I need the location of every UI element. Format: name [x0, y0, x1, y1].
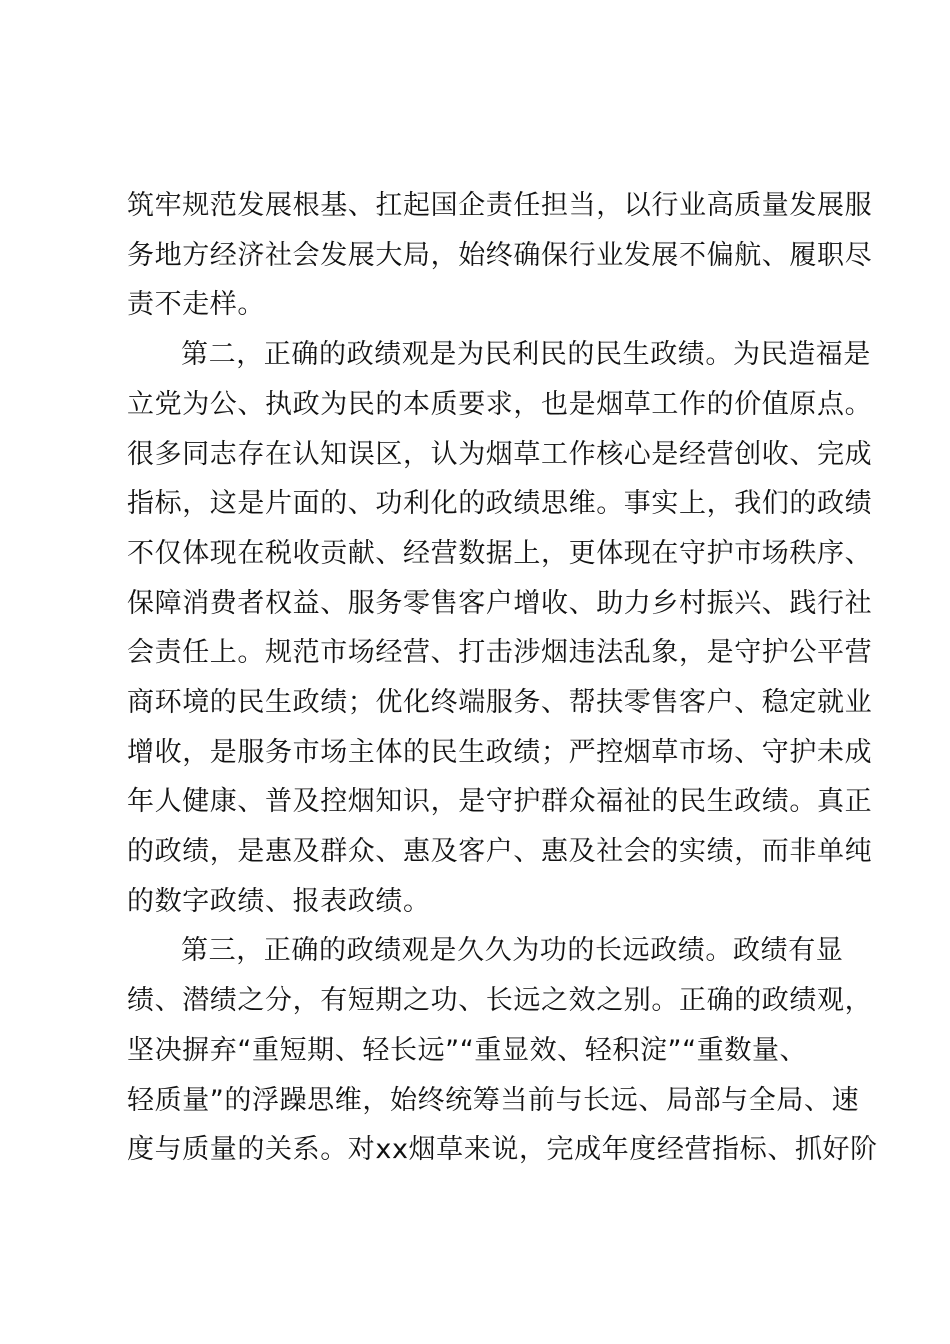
- paragraph-3-first-line: 第三，正确的政绩观是久久为功的长远政绩。政绩有显: [181, 935, 844, 966]
- text-line: 坚决摒弃“重短期、轻长远”“重显效、轻积淀”“重数量、: [127, 1035, 808, 1066]
- text-line: 务地方经济社会发展大局，始终确保行业发展不偏航、履职尽: [127, 240, 873, 271]
- text-line: 筑牢规范发展根基、扛起国企责任担当，以行业高质量发展服: [127, 190, 873, 221]
- text-line: 年人健康、普及控烟知识，是守护群众福祉的民生政绩。真正: [127, 786, 873, 817]
- text-line: 会责任上。规范市场经营、打击涉烟违法乱象，是守护公平营: [127, 637, 873, 668]
- text-line: 商环境的民生政绩；优化终端服务、帮扶零售客户、稳定就业: [127, 687, 873, 718]
- text-line: 轻质量”的浮躁思维，始终统筹当前与长远、局部与全局、速: [127, 1085, 860, 1116]
- text-line: 的政绩，是惠及群众、惠及客户、惠及社会的实绩，而非单纯: [127, 836, 873, 867]
- text-line: 很多同志存在认知误区，认为烟草工作核心是经营创收、完成: [127, 439, 873, 470]
- text-line: 绩、潜绩之分，有短期之功、长远之效之别。正确的政绩观，: [127, 985, 873, 1016]
- text-line: 立党为公、执政为民的本质要求，也是烟草工作的价值原点。: [127, 389, 873, 420]
- text-line: 的数字政绩、报表政绩。: [127, 886, 431, 917]
- text-line: 不仅体现在税收贡献、经营数据上，更体现在守护市场秩序、: [127, 538, 873, 569]
- text-line: 指标，这是片面的、功利化的政绩思维。事实上，我们的政绩: [127, 488, 873, 519]
- text-line: 增收，是服务市场主体的民生政绩；严控烟草市场、守护未成: [127, 737, 873, 768]
- text-line: 度与质量的关系。对xx烟草来说，完成年度经营指标、抓好阶: [127, 1134, 878, 1165]
- text-line: 责不走样。: [127, 289, 265, 320]
- text-line: 保障消费者权益、服务零售客户增收、助力乡村振兴、践行社: [127, 588, 873, 619]
- paragraph-2-first-line: 第二，正确的政绩观是为民利民的民生政绩。为民造福是: [181, 339, 871, 370]
